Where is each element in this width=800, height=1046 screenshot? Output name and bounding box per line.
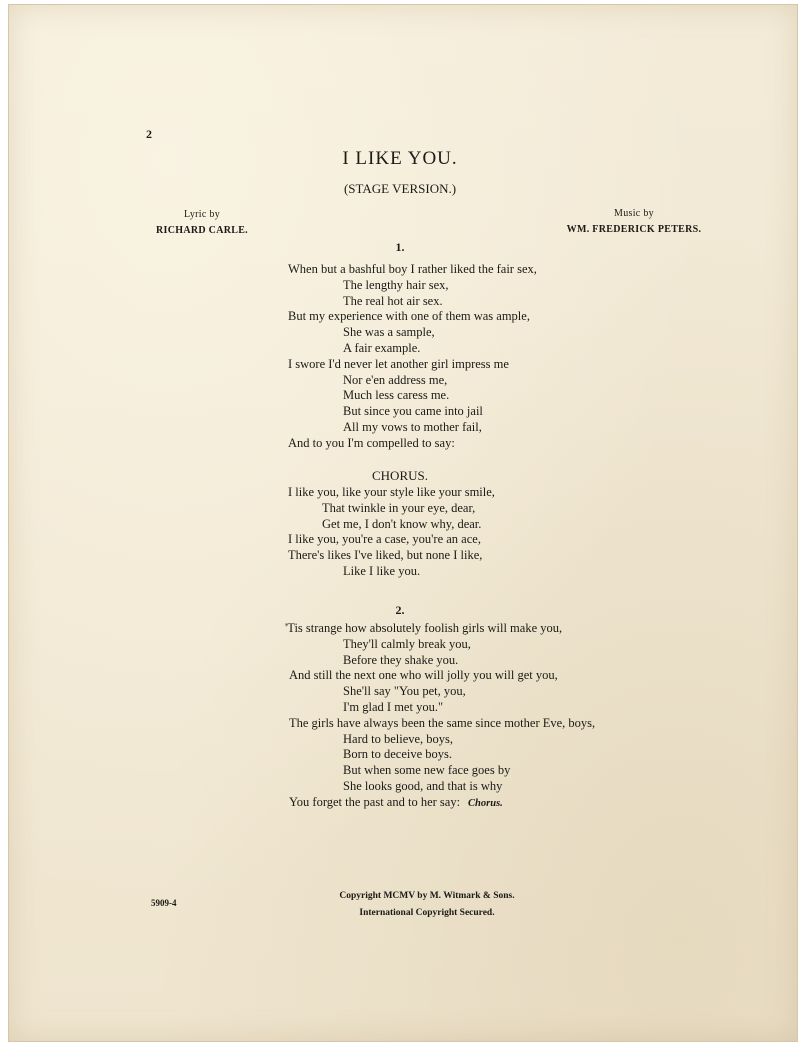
lyric-line: The lengthy hair sex, xyxy=(343,277,449,292)
lyric-line: Much less caress me. xyxy=(343,388,450,403)
copyright-line: International Copyright Secured. xyxy=(359,908,495,918)
song-subtitle: (STAGE VERSION.) xyxy=(343,181,457,196)
lyric-line: I like you, you're a case, you're an ace, xyxy=(288,532,481,547)
lyric-line: I'm glad I met you." xyxy=(343,699,444,714)
composer-name: WM. FREDERICK PETERS. xyxy=(566,224,702,235)
lyric-line: Born to deceive boys. xyxy=(343,747,453,762)
plate-number: 5909-4 xyxy=(151,898,177,908)
verse-1-number: 1. xyxy=(395,240,405,254)
copyright-line: Copyright MCMV by M. Witmark & Sons. xyxy=(339,891,515,901)
lyric-line: All my vows to mother fail, xyxy=(343,419,482,434)
lyric-line: But when some new face goes by xyxy=(343,763,511,778)
lyricist-name: RICHARD CARLE. xyxy=(156,225,248,236)
lyric-line: And to you I'm compelled to say: xyxy=(288,435,455,450)
lyric-line: They'll calmly break you, xyxy=(343,636,471,651)
lyric-line: A fair example. xyxy=(343,340,421,355)
copyright-notice xyxy=(0,888,800,922)
lyric-line: Get me, I don't know why, dear. xyxy=(322,516,482,531)
lyric-line: Like I like you. xyxy=(343,563,421,578)
chorus xyxy=(288,485,495,580)
verse-1 xyxy=(288,262,537,452)
chorus-heading: CHORUS. xyxy=(372,468,428,483)
song-title: I LIKE YOU. xyxy=(342,148,458,169)
chorus-reference: Chorus. xyxy=(468,797,503,809)
verse-2 xyxy=(285,621,595,812)
lyric-line-text: You forget the past and to her say: xyxy=(289,794,461,809)
lyric-line: She was a sample, xyxy=(343,325,435,340)
lyric-line: Nor e'en address me, xyxy=(343,372,448,387)
lyric-line: I like you, like your style like your smile, xyxy=(288,485,495,499)
lyric-line: And still the next one who will jolly you will get you, xyxy=(289,668,558,683)
lyric-line: That twinkle in your eye, dear, xyxy=(322,500,476,515)
lyric-line: When but a bashful boy I rather liked the fair sex, xyxy=(288,262,537,276)
composer-credit xyxy=(548,206,720,238)
lyric-line: There's likes I've liked, but none I like, xyxy=(288,548,483,563)
lyricist-role: Lyric by xyxy=(183,209,220,220)
lyric-line: The real hot air sex. xyxy=(343,293,443,308)
page-number: 2 xyxy=(146,127,152,141)
lyric-line: She'll say "You pet, you, xyxy=(343,684,466,699)
lyric-line: The girls have always been the same since mother Eve, boys, xyxy=(289,715,596,730)
composer-role: Music by xyxy=(614,208,654,219)
lyric-line: Before they shake you. xyxy=(343,652,459,667)
lyricist-credit xyxy=(146,207,258,239)
lyric-line: Hard to believe, boys, xyxy=(343,731,454,746)
lyric-line: 'Tis strange how absolutely foolish girls will make you, xyxy=(285,621,563,635)
lyric-line: She looks good, and that is why xyxy=(343,778,503,793)
lyric-line: But my experience with one of them was ample, xyxy=(288,309,530,324)
lyric-line: I swore I'd never let another girl impress me xyxy=(288,356,509,371)
lyric-line xyxy=(285,795,595,812)
lyric-line: But since you came into jail xyxy=(343,404,483,419)
verse-2-number: 2. xyxy=(395,603,405,617)
